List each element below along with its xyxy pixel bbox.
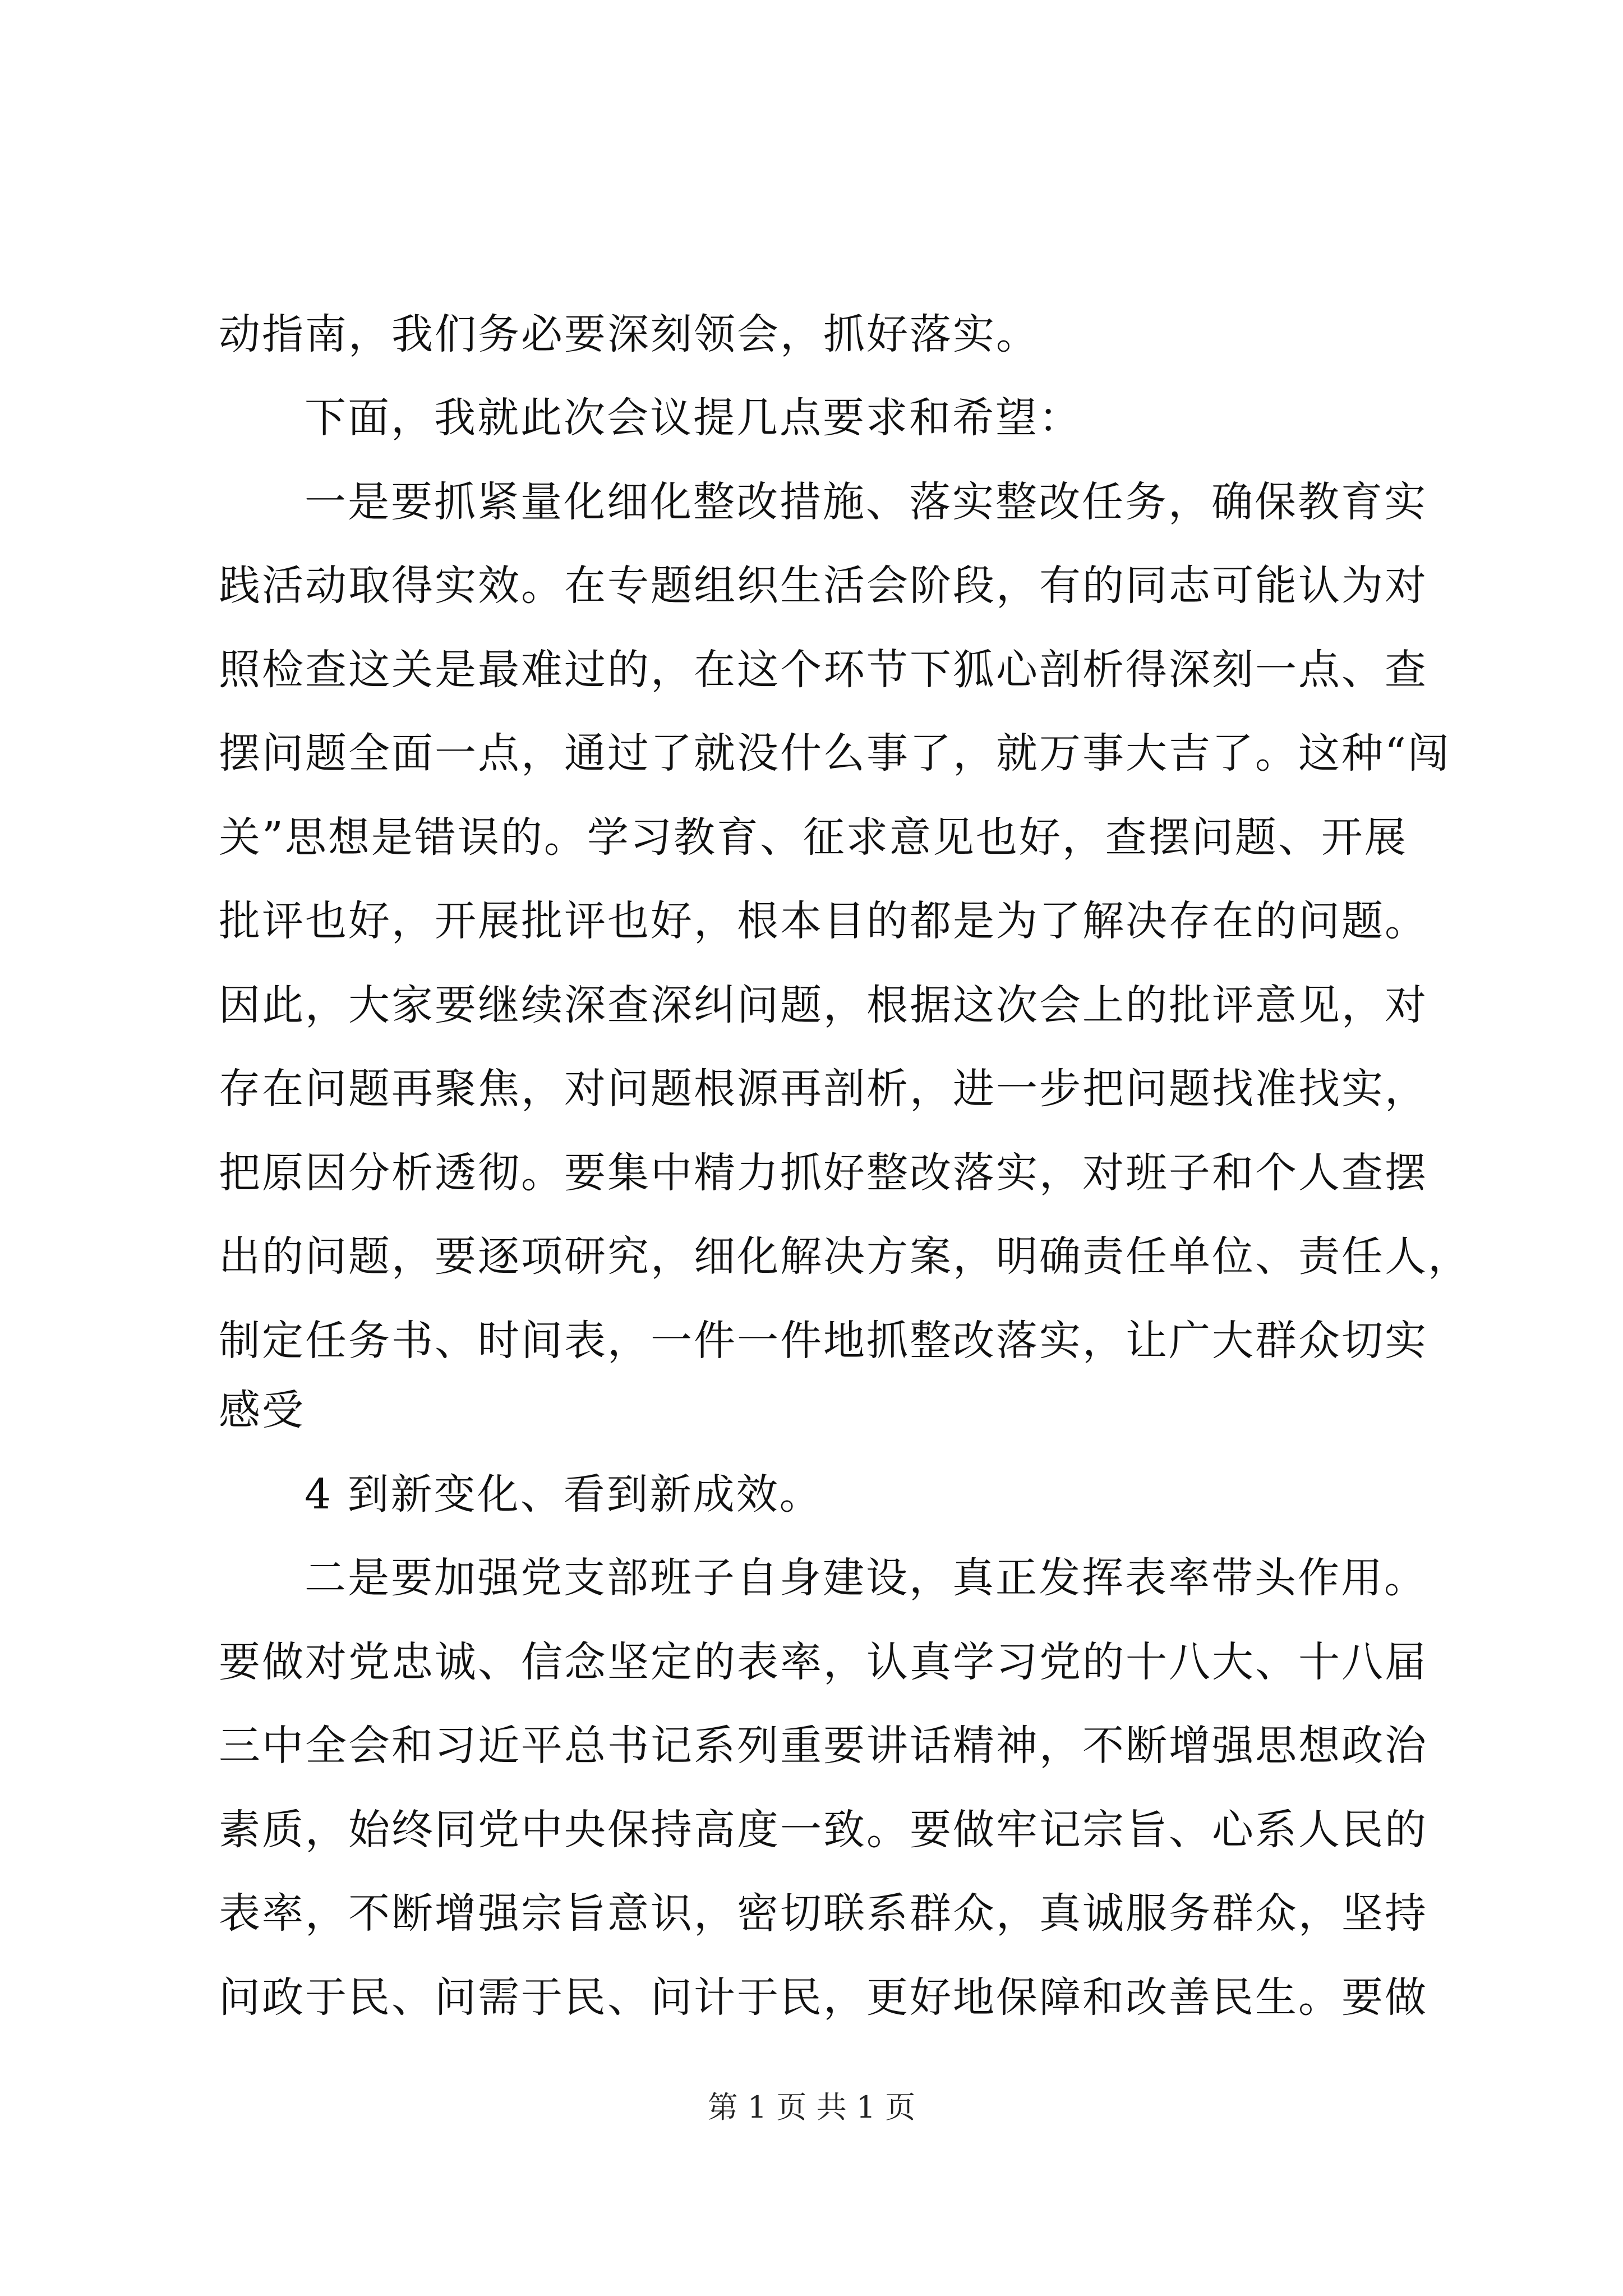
text-line: 动指南，我们务必要深刻领会，抓好落实。 <box>219 310 1039 358</box>
text-line: 三中全会和习近平总书记系列重要讲话精神，不断增强思想政治 <box>219 1722 1428 1770</box>
text-line: 把原因分析透彻。要集中精力抓好整改落实，对班子和个人查摆 <box>219 1149 1428 1197</box>
text-line: 问政于民、问需于民、问计于民，更好地保障和改善民生。要做 <box>219 1973 1428 2022</box>
text-line: 二是要加强党支部班子自身建设，真正发挥表率带头作用。 <box>305 1554 1427 1602</box>
text-line: 关”思想是错误的。学习教育、征求意见也好，查摆问题、开展 <box>219 813 1408 862</box>
text-line: 因此，大家要继续深查深纠问题，根据这次会上的批评意见，对 <box>219 981 1428 1029</box>
text-line: 下面，我就此次会议提几点要求和希望： <box>305 394 1082 442</box>
text-line: 一是要抓紧量化细化整改措施、落实整改任务，确保教育实 <box>305 478 1427 526</box>
page-footer: 第 1 页 共 1 页 <box>707 2090 916 2125</box>
text-line: 照检查这关是最难过的，在这个环节下狐心剖析得深刻一点、查 <box>219 646 1428 694</box>
text-line: 感受 <box>219 1386 305 1434</box>
text-line: 存在问题再聚焦，对问题根源再剖析，进一步把问题找准找实， <box>219 1065 1428 1113</box>
text-line: 出的问题，要逐项研究，细化解决方案，明确责任单位、责任人， <box>219 1232 1471 1281</box>
text-line: 摆问题全面一点，通过了就没什么事了，就万事大吉了。这种“闯 <box>219 729 1451 777</box>
text-line: 践活动取得实效。在专题组织生活会阶段，有的同志可能认为对 <box>219 562 1428 610</box>
text-line: 批评也好，开展批评也好，根本目的都是为了解决存在的问题。 <box>219 897 1428 945</box>
text-line: 要做对党忠诚、信念坚定的表率，认真学习党的十八大、十八届 <box>219 1638 1428 1686</box>
text-line: 4 到新变化、看到新成效。 <box>305 1470 823 1519</box>
text-line: 表率，不断增强宗旨意识，密切联系群众，真诚服务群众，坚持 <box>219 1889 1428 1938</box>
text-line: 制定任务书、时间表，一件一件地抓整改落实，让广大群众切实 <box>219 1317 1428 1365</box>
text-line: 素质，始终同党中央保持高度一致。要做牢记宗旨、心系人民的 <box>219 1806 1428 1854</box>
